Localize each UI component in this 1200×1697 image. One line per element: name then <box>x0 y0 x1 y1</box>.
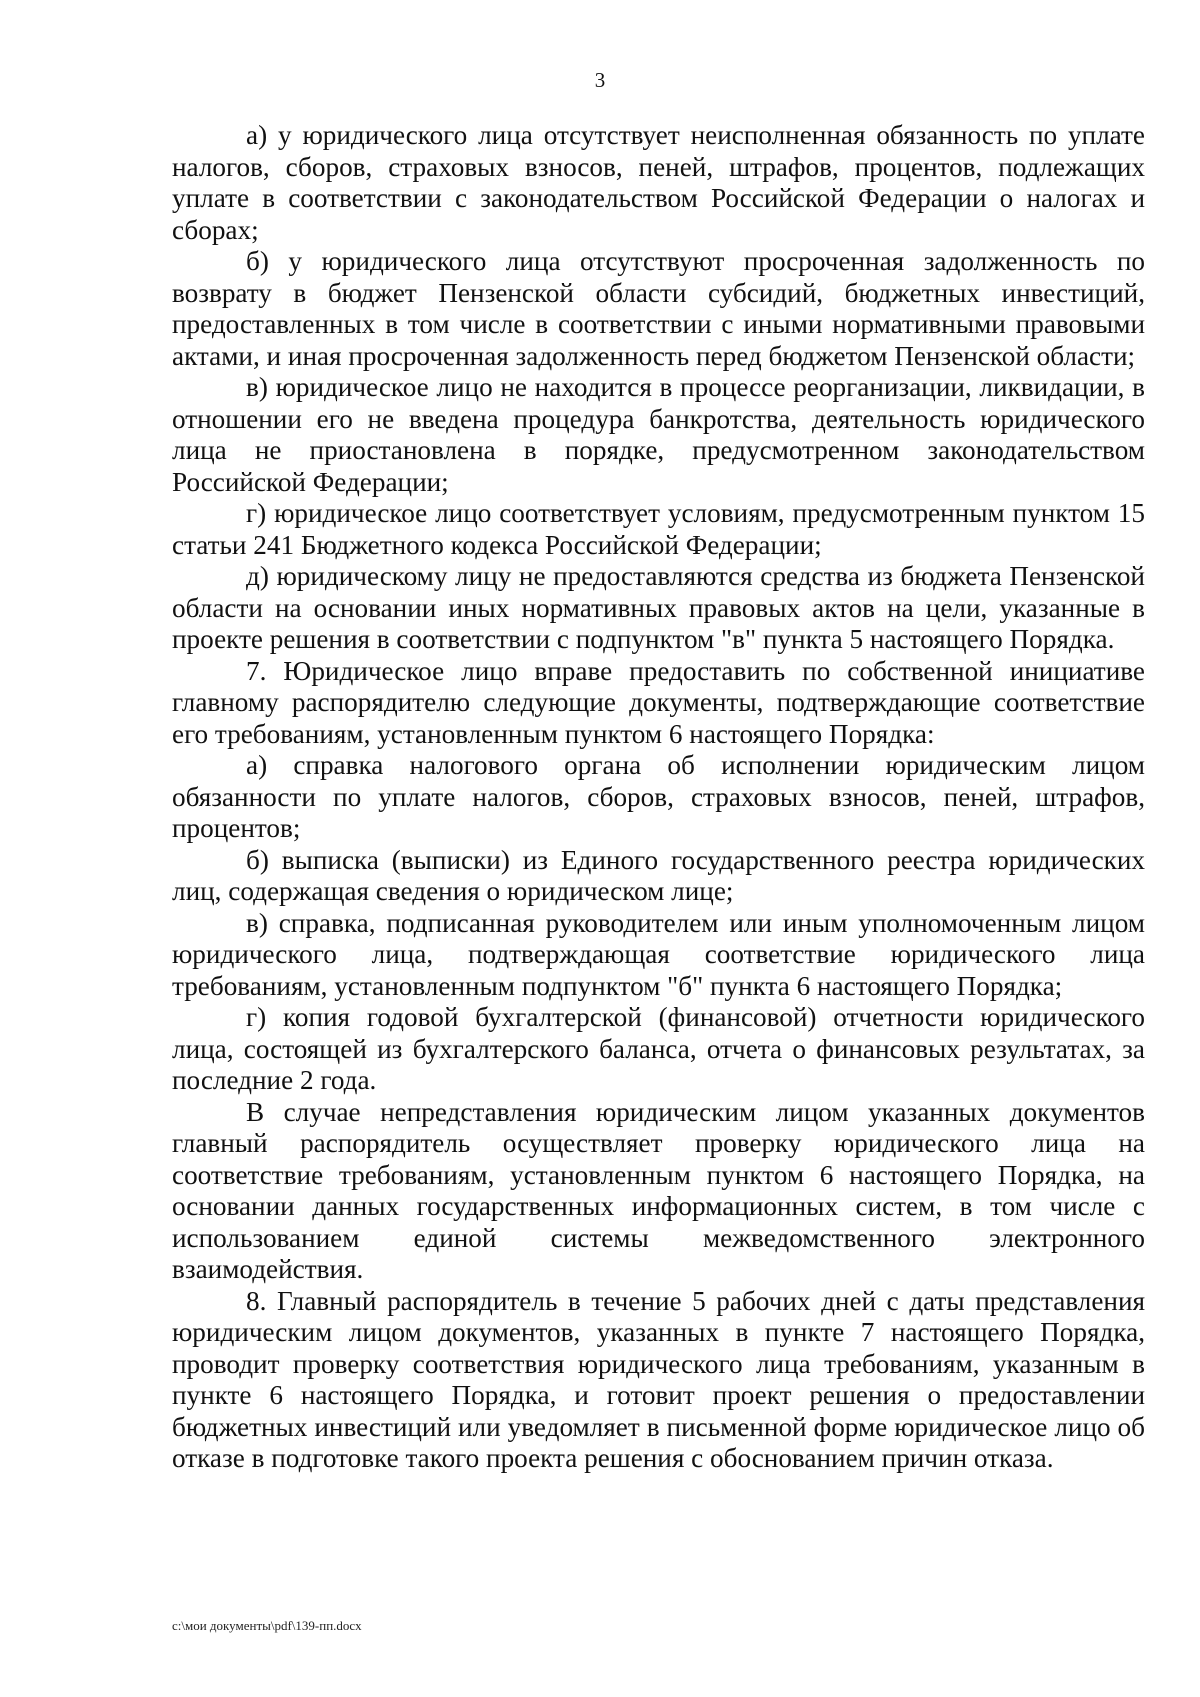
paragraph-7a: а) справка налогового органа об исполнении юридическим лицом обязанности по уплате налогов, сборов, страховых взносов, пеней, штрафов, процентов; <box>172 750 1145 843</box>
paragraph-7-nonsubmission: В случае непредставления юридическим лицом указанных документов главный распорядитель осуществляет проверку юридического лица на соответствие требованиям, установленным пунктом 6 настоящего Порядка, на основании данных государственных информационных систем, в том числе с использованием единой системы межведомственного электронного взаимодействия. <box>172 1096 1145 1284</box>
footer-file-path: c:\мои документы\pdf\139-пп.docx <box>172 1618 362 1633</box>
paragraph-6d: д) юридическому лицу не предоставляются средства из бюджета Пензенской области на основании иных нормативных правовых актов на цели, указанные в проекте решения в соответствии с подпунктом "в" пункта 5 настоящего Порядка. <box>172 561 1145 654</box>
paragraph-7g: г) копия годовой бухгалтерской (финансовой) отчетности юридического лица, состоящей из бухгалтерского баланса, отчета о финансовых результатах, за последние 2 года. <box>172 1002 1145 1095</box>
paragraph-8: 8. Главный распорядитель в течение 5 рабочих дней с даты представления юридическим лицом документов, указанных в пункте 7 настоящего Порядка, проводит проверку соответствия юридического лица требованиям, указанным в пункте 6 настоящего Порядка, и готовит проект решения о предоставлении бюджетных инвестиций или уведомляет в письменной форме юридическое лицо об отказе в подготовке такого проекта решения с обоснованием причин отказа. <box>172 1285 1145 1473</box>
paragraph-6a: а) у юридического лица отсутствует неисполненная обязанность по уплате налогов, сборов, страховых взносов, пеней, штрафов, процентов, подлежащих уплате в соответствии с законодательством Российской Федерации о налогах и сборах; <box>172 120 1145 245</box>
paragraph-6b: б) у юридического лица отсутствуют просроченная задолженность по возврату в бюджет Пензенской области субсидий, бюджетных инвестиций, предоставленных в том числе в соответствии с иными нормативными правовыми актами, и иная просроченная задолженность перед бюджетом Пензенской области; <box>172 246 1145 371</box>
paragraph-7v: в) справка, подписанная руководителем или иным уполномоченным лицом юридического лица, подтверждающая соответствие юридического лица требованиям, установленным подпунктом "б" пункта 6 настоящего Порядка; <box>172 907 1145 1001</box>
paragraph-7: 7. Юридическое лицо вправе предоставить по собственной инициативе главному распорядителю следующие документы, подтверждающие соответствие его требованиям, установленным пунктом 6 настоящего Порядка: <box>172 655 1145 749</box>
document-body <box>172 120 1145 1475</box>
paragraph-6g: г) юридическое лицо соответствует условиям, предусмотренным пунктом 15 статьи 241 Бюджетного кодекса Российской Федерации; <box>172 498 1145 560</box>
page-number: 3 <box>594 68 606 92</box>
paragraph-6v: в) юридическое лицо не находится в процессе реорганизации, ликвидации, в отношении его не введена процедура банкротства, деятельность юридического лица не приостановлена в порядке, предусмотренном законодательством Российской Федерации; <box>172 372 1145 497</box>
paragraph-7b: б) выписка (выписки) из Единого государственного реестра юридических лиц, содержащая сведения о юридическом лице; <box>172 844 1145 906</box>
